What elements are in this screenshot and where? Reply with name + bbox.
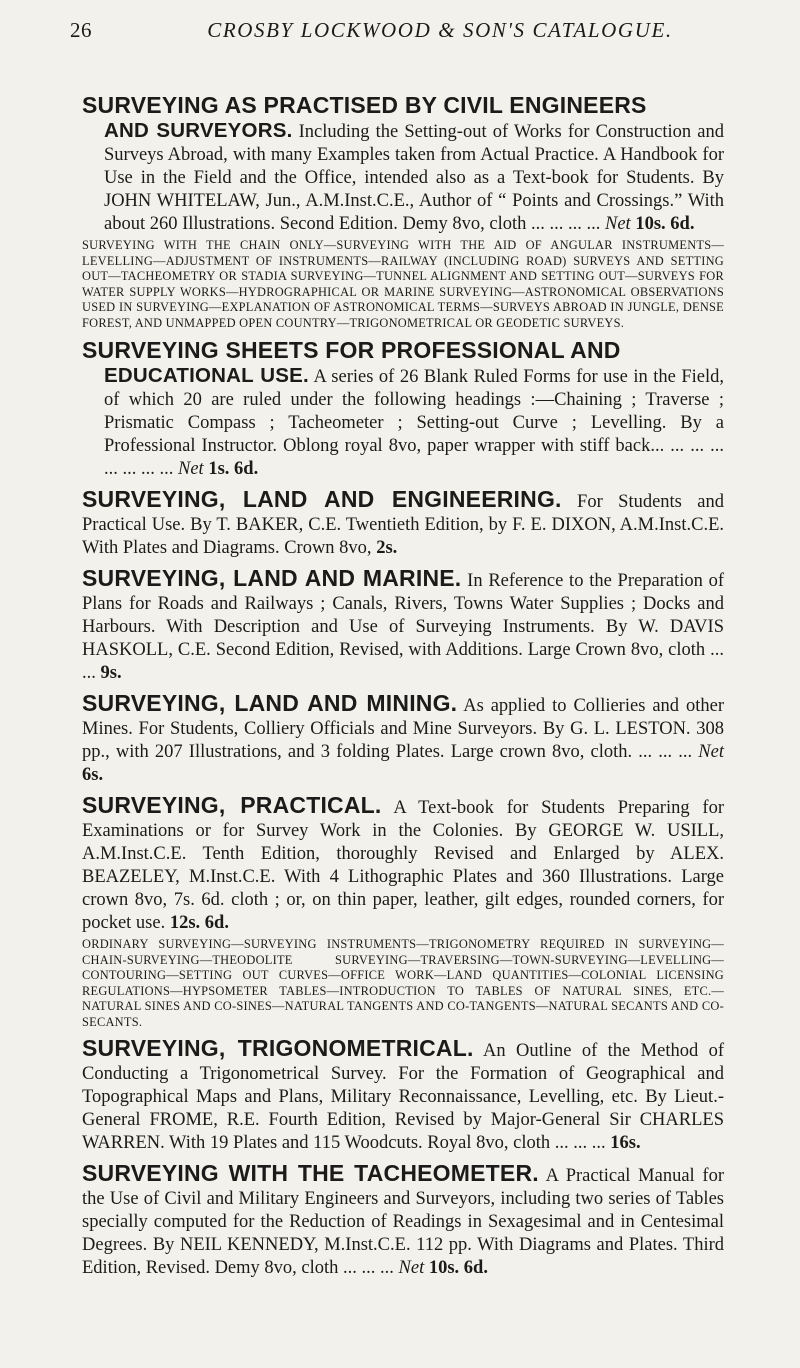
entry-price: 2s. — [376, 538, 398, 558]
entry-title: SURVEYING, LAND AND ENGINEERING. — [82, 486, 562, 512]
entry-price: 16s. — [610, 1133, 641, 1153]
entry-contents: ORDINARY SURVEYING—SURVEYING INSTRUMENTS—TRIGONOMETRY REQUIRED IN SURVEYING—CHAIN-SURVEYING—THEODOLITE SURVEYING—TRAVERSING—TOWN-SURVEYING—LEVELLING—CONTOURING—SETTING OUT CURVES—OFFICE WORK—LAND QUANTITIES—COLONIAL LICENSING REGULATIONS—HYPSOMETER TABLES—INTRODUCTION TO TABLES OF NATURAL SINES, ETC.—NATURAL SINES AND CO-SINES—NATURAL TANGENTS AND CO-TANGENTS—NATURAL SECANTS AND CO-SECANTS. — [82, 937, 724, 1029]
entry-text: In Reference to the Preparation of Plans for Roads and Railways ; Canals, Rivers, Towns Water Supplies ; Docks and Harbours. With Description and Use of Surveying Instruments. By W. DAVIS HASKOLL, C.E. Second Edition, Revised, with Additions. Large Crown 8vo, cloth ... ... — [82, 571, 725, 683]
entry-description — [82, 690, 724, 787]
entry-contents: SURVEYING WITH THE CHAIN ONLY—SURVEYING WITH THE AID OF ANGULAR INSTRUMENTS—LEVELLING—ADJUSTMENT OF INSTRUMENTS—RAILWAY (INCLUDING ROAD) SURVEYS AND SETTING OUT—TACHEOMETRY OR STADIA SURVEYING—TUNNEL ALIGNMENT AND SETTING OUT—SURVEYS FOR WATER SUPPLY WORKS—HYDROGRAPHICAL OR MARINE SURVEYING—ASTRONOMICAL OBSERVATIONS USED IN SURVEYING—EXPLANATION OF ASTRONOMICAL TERMS—SURVEYS ABROAD IN JUNGLE, DENSE FOREST, AND UNMAPPED OPEN COUNTRY—TRIGONOMETRICAL OR GEODETIC SURVEYS. — [82, 238, 724, 330]
entry-price: 1s. 6d. — [208, 459, 259, 479]
entry-price: 6s. — [82, 765, 104, 785]
entry-text: An Outline of the Method of Conducting a Trigonometrical Survey. For the Formation of Geographical and Topographical Maps and Plans, Military Reconnaissance, Levelling, etc. By Lieut.-General FROME, R.E. Fourth Edition, Revised by Major-General Sir CHARLES WARREN. With 19 Plates and 115 Woodcuts. Royal 8vo, cloth ... ... ... — [82, 1041, 725, 1153]
entry-text: Including the Setting-out of Works for Construction and Surveys Abroad, with many Examples taken from Actual Practice. A Handbook for Use in the Field and the Office, intended also as a Text-book for Students. By JOHN WHITELAW, Jun., A.M.Inst.C.E., Author of “ Points and Crossings.” With about 260 Illustrations. Second Edition. Demy 8vo, cloth ... ... ... ... — [104, 122, 724, 234]
net-label: Net — [698, 742, 724, 762]
entry-title-continued: AND SURVEYORS. — [104, 119, 293, 142]
entry-text: A series of 26 Blank Ruled Forms for use in the Field, of which 20 are ruled under the following headings :—Chaining ; Traverse ; Prismatic Compass ; Tacheometer ; Setting-out Curve ; Levelling. By a Professional Instructor. Oblong royal 8vo, paper wrapper with stiff back... ... ... ... ... ... ... ... — [104, 367, 725, 479]
entry-title: SURVEYING WITH THE TACHEOMETER. — [82, 1160, 539, 1186]
entry-description — [82, 1035, 724, 1155]
entry-title: SURVEYING SHEETS FOR PROFESSIONAL AND — [82, 337, 621, 363]
entry-price: 9s. — [100, 663, 122, 683]
entry-description — [82, 792, 724, 935]
catalogue-entry — [82, 486, 724, 560]
catalogue-entry — [82, 1035, 724, 1155]
entry-text: A Text-book for Students Preparing for Examinations or for Survey Work in the Colonies. By GEORGE W. USILL, A.M.Inst.C.E. Tenth Edition, thoroughly Revised and Enlarged by ALEX. BEAZELEY, M.Inst.C.E. With 4 Lithographic Plates and 360 Illustrations. Large crown 8vo, 7s. 6d. cloth ; or, on thin paper, leather, gilt edges, rounded corners, for pocket use. — [82, 798, 725, 933]
catalogue-entry — [82, 690, 724, 787]
net-label: Net — [605, 214, 631, 234]
page-header — [0, 14, 800, 50]
entry-title: SURVEYING, TRIGONOMETRICAL. — [82, 1035, 474, 1061]
catalogue-entry — [82, 792, 724, 1030]
catalogue-entry — [82, 1160, 724, 1280]
entry-title-continued: EDUCATIONAL USE. — [104, 364, 309, 387]
running-title: CROSBY LOCKWOOD & SON'S CATALOGUE. — [207, 18, 673, 42]
entry-description — [82, 1160, 724, 1280]
entry-description — [82, 486, 724, 560]
entry-title: SURVEYING, LAND AND MARINE. — [82, 565, 462, 591]
entry-text: As applied to Collieries and other Mines. For Students, Colliery Officials and Mine Surveyors. By G. L. LESTON. 308 pp., with 207 Illustrations, and 3 folding Plates. Large crown 8vo, cloth. ... ... ... — [82, 696, 725, 762]
entry-text: A Practical Manual for the Use of Civil and Military Engineers and Surveyors, including two series of Tables specially computed for the Reduction of Readings in Sexagesimal and in Centesimal Degrees. By NEIL KENNEDY, M.Inst.C.E. 112 pp. With Diagrams and Plates. Third Edition, Revised. Demy 8vo, cloth ... ... ... — [82, 1166, 725, 1278]
catalogue-entry — [82, 565, 724, 685]
catalogue-entry — [82, 92, 724, 331]
entry-description — [82, 565, 724, 685]
net-label: Net — [178, 459, 204, 479]
entry-price: 12s. 6d. — [169, 913, 229, 933]
entry-title: SURVEYING AS PRACTISED BY CIVIL ENGINEERS — [82, 92, 647, 118]
catalogue-entries — [82, 92, 724, 1280]
entry-title: SURVEYING, LAND AND MINING. — [82, 690, 458, 716]
page-number: 26 — [70, 18, 92, 42]
entry-text: For Students and Practical Use. By T. BAKER, C.E. Twentieth Edition, by F. E. DIXON, A.M.Inst.C.E. With Plates and Diagrams. Crown 8vo, — [82, 492, 724, 558]
entry-description — [82, 363, 724, 481]
net-label: Net — [398, 1258, 425, 1278]
entry-title: SURVEYING, PRACTICAL. — [82, 792, 382, 818]
entry-price: 10s. 6d. — [428, 1258, 488, 1278]
catalogue-entry — [82, 337, 724, 481]
entry-description — [82, 118, 724, 236]
entry-price: 10s. 6d. — [635, 214, 695, 234]
